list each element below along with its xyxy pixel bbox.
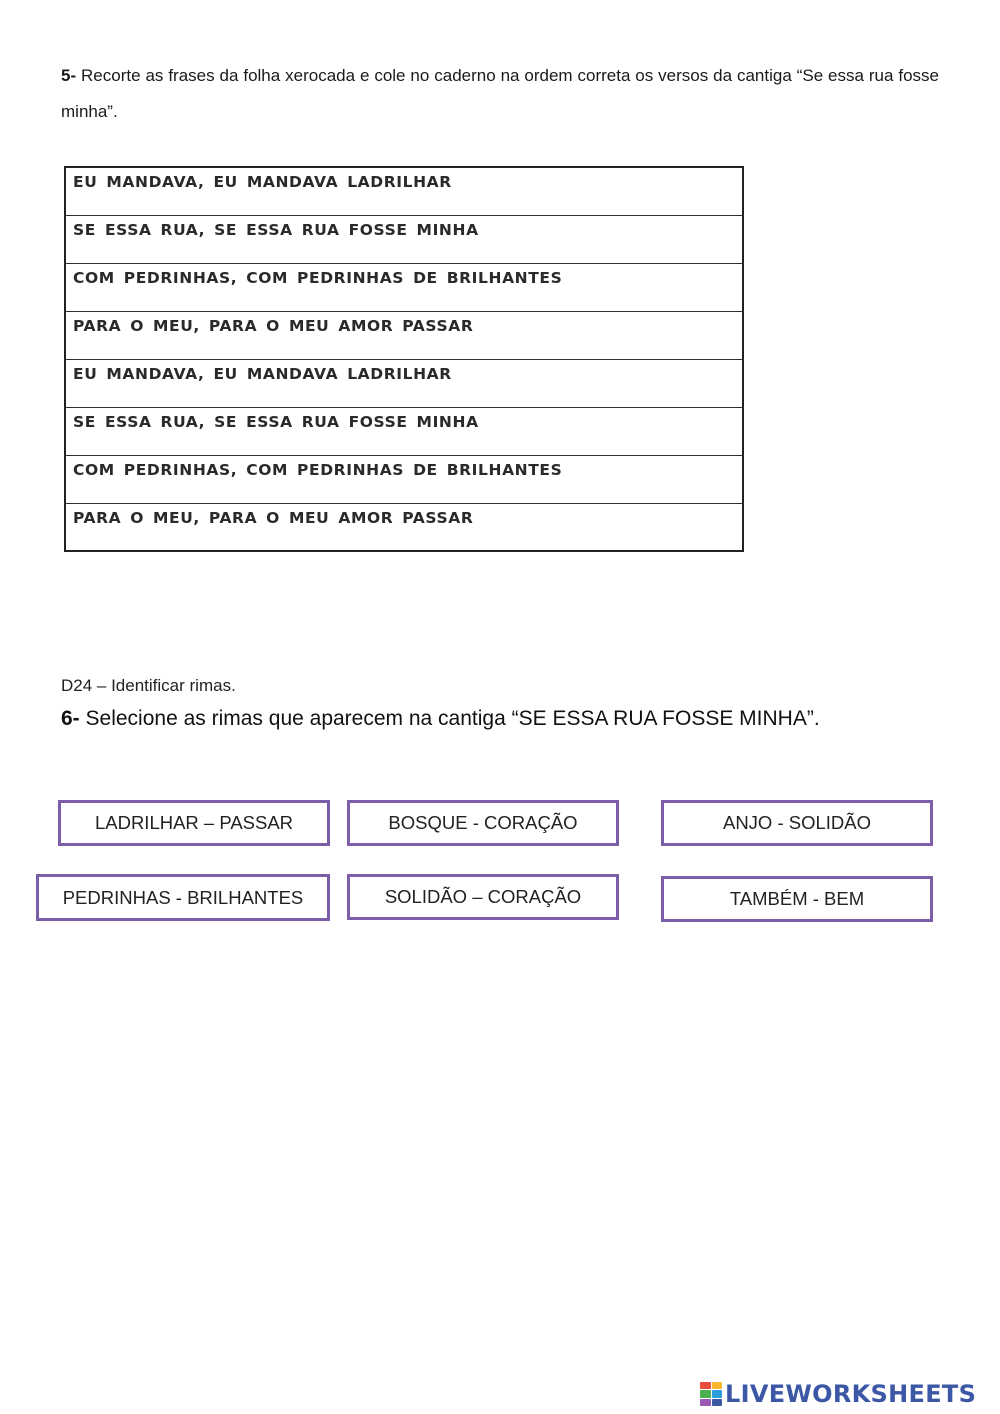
question-6-number: 6- [61, 707, 80, 730]
verse-row: COM PEDRINHAS, COM PEDRINHAS DE BRILHANTES [66, 264, 742, 312]
question-6-text: Selecione as rimas que aparecem na cantiga “SE ESSA RUA FOSSE MINHA”. [79, 707, 820, 730]
skill-label: D24 – Identificar rimas. [61, 676, 236, 695]
liveworksheets-logo-text: LIVEWORKSHEETS [725, 1380, 977, 1408]
liveworksheets-logo-icon [700, 1382, 722, 1406]
verse-table [64, 166, 744, 552]
verse-row: COM PEDRINHAS, COM PEDRINHAS DE BRILHANTES [66, 456, 742, 504]
liveworksheets-logo [700, 1380, 976, 1408]
option-bosque-coracao[interactable]: BOSQUE - CORAÇÃO [347, 800, 619, 846]
verse-row: SE ESSA RUA, SE ESSA RUA FOSSE MINHA [66, 408, 742, 456]
question-5-number: 5- [61, 66, 77, 85]
option-anjo-solidao[interactable]: ANJO - SOLIDÃO [661, 800, 933, 846]
verse-row: SE ESSA RUA, SE ESSA RUA FOSSE MINHA [66, 216, 742, 264]
question-5-text: Recorte as frases da folha xerocada e cole no caderno na ordem correta os versos da cantiga “Se essa rua fosse minha”. [61, 66, 939, 121]
verse-row: PARA O MEU, PARA O MEU AMOR PASSAR [66, 312, 742, 360]
option-pedrinhas-brilhantes[interactable]: PEDRINHAS - BRILHANTES [36, 874, 330, 921]
question-6 [61, 707, 820, 731]
option-solidao-coracao[interactable]: SOLIDÃO – CORAÇÃO [347, 874, 619, 920]
question-5 [61, 58, 939, 130]
verse-row: PARA O MEU, PARA O MEU AMOR PASSAR [73, 509, 474, 527]
verse-row: EU MANDAVA, EU MANDAVA LADRILHAR [66, 360, 742, 408]
option-tambem-bem[interactable]: TAMBÉM - BEM [661, 876, 933, 922]
option-ladrilhar-passar[interactable]: LADRILHAR – PASSAR [58, 800, 330, 846]
verse-row: EU MANDAVA, EU MANDAVA LADRILHAR [66, 168, 742, 216]
